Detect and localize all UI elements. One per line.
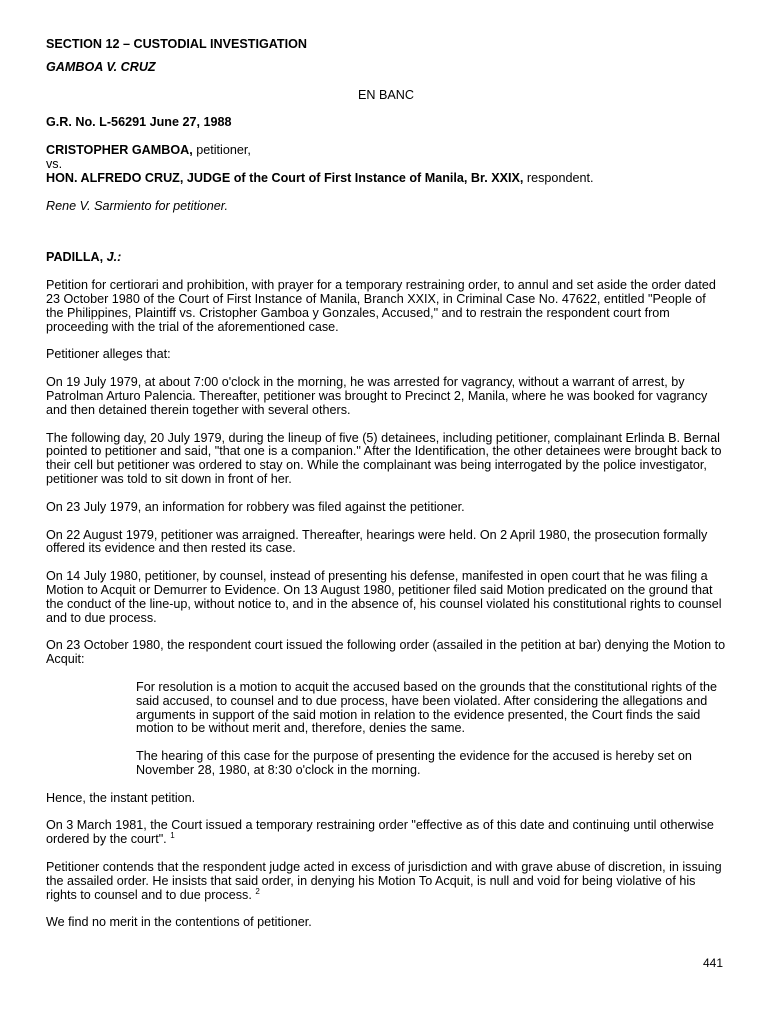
- parties-block: [46, 144, 726, 185]
- counsel-line: Rene V. Sarmiento for petitioner.: [46, 198, 228, 213]
- page-number: 441: [702, 956, 723, 970]
- document-page: [46, 38, 726, 930]
- paragraph-1: Petition for certiorari and prohibition, with prayer for a temporary restraining order, to annul and set aside the order dated 23 October 1980 of the Court of First Instance of Manila, Branch XXIX, in Criminal Case No. 47622, entitled "People of the Philippines, Plaintiff vs. Cristopher Gamboa y Gonzales, Accused," and to restrain the respondent court from proceeding with the trial of the aforementioned case.: [46, 278, 716, 334]
- petitioner-role: petitioner,: [192, 143, 251, 158]
- quoted-order-paragraph-1: For resolution is a motion to acquit the accused based on the grounds that the constitutional rights of the said accused, to counsel and to due process, have been violated. After considering the allegations and arguments in support of the said motion in relation to the evidence presented, the Court finds the said motion to be without merit and, therefore, denies the same.: [136, 679, 718, 736]
- paragraph-6: On 22 August 1979, petitioner was arraigned. Thereafter, hearings were held. On 2 April 1980, the prosecution formally offered its evidence and then rested its case.: [46, 527, 708, 556]
- paragraph-12: We find no merit in the contentions of petitioner.: [46, 915, 312, 930]
- paragraph-9: Hence, the instant petition.: [46, 790, 196, 805]
- paragraph-4: The following day, 20 July 1979, during the lineup of five (5) detainees, including petitioner, complainant Erlinda B. Bernal pointed to petitioner and said, "that one is a companion." After the Identification, the other detainees were brought back to their cell but petitioner was ordered to stay on. While the complainant was being interrogated by the police investigator, petitioner was told to sit down in front of her.: [46, 430, 722, 486]
- gr-number: G.R. No. L-56291 June 27, 1988: [46, 115, 232, 130]
- petitioner-name: CRISTOPHER GAMBOA,: [46, 143, 193, 158]
- footnote-ref-2[interactable]: 2: [255, 886, 260, 896]
- versus-label: vs.: [46, 156, 63, 171]
- paragraph-3: On 19 July 1979, at about 7:00 o'clock in the morning, he was arrested for vagrancy, without a warrant of arrest, by Patrolman Arturo Palencia. Thereafter, petitioner was brought to Precinct 2, Manila, where he was booked for vagrancy and then detained therein together with several others.: [46, 375, 708, 417]
- paragraph-10-text: On 3 March 1981, the Court issued a temporary restraining order "effective as of this date and continuing until otherwise ordered by the court".: [46, 818, 714, 847]
- ponente-name: PADILLA,: [46, 250, 107, 265]
- respondent-name: HON. ALFREDO CRUZ, JUDGE of the Court of First Instance of Manila, Br. XXIX,: [46, 170, 524, 185]
- paragraph-5: On 23 July 1979, an information for robbery was filed against the petitioner.: [46, 499, 465, 514]
- paragraph-10: [46, 819, 726, 847]
- paragraph-2: Petitioner alleges that:: [46, 347, 171, 362]
- respondent-role: respondent.: [523, 170, 594, 185]
- quoted-order-paragraph-2: The hearing of this case for the purpose of presenting the evidence for the accused is hereby set on November 28, 1980, at 8:30 o'clock in the morning.: [136, 749, 692, 777]
- petitioner-line: [46, 144, 726, 158]
- division-label: EN BANC: [358, 87, 414, 102]
- paragraph-8: On 23 October 1980, the respondent court issued the following order (assailed in the petition at bar) denying the Motion to Acquit:: [46, 638, 726, 667]
- section-heading: SECTION 12 – CUSTODIAL INVESTIGATION: [46, 37, 308, 51]
- paragraph-11: [46, 861, 726, 902]
- case-short-title: GAMBOA V. CRUZ: [46, 59, 156, 74]
- paragraph-7: On 14 July 1980, petitioner, by counsel, instead of presenting his defense, manifested in open court that he was filing a Motion to Acquit or Demurrer to Evidence. On 13 August 1980, petitioner filed said Motion predicated on the ground that the conduct of the line-up, without notice to, and in the absence of, his counsel violated his constitutional rights to counsel and to due process.: [46, 569, 722, 625]
- paragraph-11-text: Petitioner contends that the respondent judge acted in excess of jurisdiction and with grave abuse of discretion, in issuing the assailed order. He insists that said order, in denying his Motion To Acquit, is null and void for being violative of his rights to counsel and to due process.: [46, 860, 722, 902]
- footnote-ref-1[interactable]: 1: [170, 831, 175, 841]
- respondent-line: [46, 172, 726, 186]
- ponente-line: [46, 251, 726, 265]
- ponente-title: J.:: [106, 250, 122, 265]
